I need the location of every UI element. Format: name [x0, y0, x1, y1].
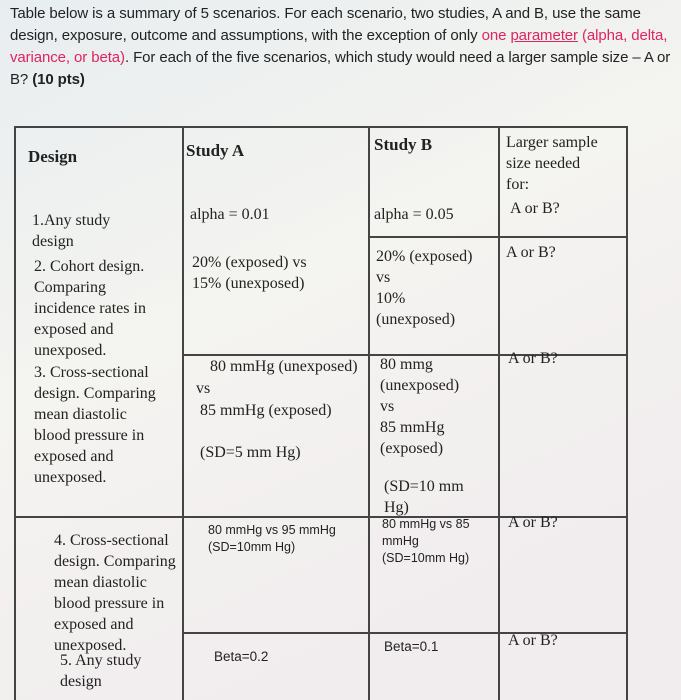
header-larger-answer: A or B?	[510, 200, 560, 217]
column-divider-2	[368, 126, 370, 700]
row4-study-a: 80 mmHg vs 95 mmHg (SD=10mm Hg)	[208, 523, 336, 554]
row3-study-b-sd: (SD=10 mm Hg)	[384, 478, 464, 516]
row2-study-b: 20% (exposed) vs 10% (unexposed)	[376, 248, 473, 328]
row3-study-a-line1: 80 mmHg (unexposed)	[210, 358, 358, 375]
parameter-list: (alpha, delta, variance, or beta)	[10, 27, 668, 66]
row-divider-4	[182, 632, 628, 634]
row3-study-b: 80 mmg (unexposed) vs 85 mmHg (exposed)	[380, 356, 460, 457]
table-border-top	[14, 126, 628, 128]
row5-design: 5. Any study design	[60, 652, 142, 690]
emphasis-one: one	[481, 27, 507, 44]
row4-study-b: 80 mmHg vs 85 mmHg (SD=10mm Hg)	[382, 517, 470, 565]
row2-study-a: 20% (exposed) vs 15% (unexposed)	[192, 254, 307, 292]
parameter-link: parameter	[510, 27, 578, 44]
table-border-right	[626, 126, 628, 700]
header-study-b: Study B	[374, 135, 433, 154]
row4-design: 4. Cross-sectional design. Comparing mean diastolic blood pressure in exposed and unexposed.	[54, 532, 176, 654]
points-label: (10 pts)	[32, 71, 85, 88]
row1-design: 1.Any study design	[32, 212, 111, 250]
row3-design: 3. Cross-sectional design. Comparing mean diastolic blood pressure in exposed and unexposed.	[34, 364, 156, 486]
column-divider-3	[498, 126, 500, 700]
instructions-paragraph	[10, 3, 678, 91]
row3-answer: A or B?	[508, 350, 558, 367]
row2-answer: A or B?	[506, 244, 556, 261]
header-design: Design	[28, 147, 78, 166]
row2-design: 2. Cohort design. Comparing incidence rates in exposed and unexposed.	[34, 258, 146, 359]
table-border-left	[14, 126, 16, 700]
row4-answer: A or B?	[508, 514, 558, 531]
row5-study-a: Beta=0.2	[214, 649, 269, 664]
row5-answer: A or B?	[508, 632, 558, 649]
instructions-question: . For each of the five scenarios, which study would need a larger sample size – A or B?	[10, 49, 671, 88]
row3-study-a-line3: 85 mmHg (exposed)	[200, 402, 332, 419]
row5-study-b: Beta=0.1	[384, 639, 439, 654]
row1-study-b: alpha = 0.05	[374, 206, 454, 223]
header-study-a: Study A	[186, 141, 245, 160]
row-divider-1	[368, 236, 628, 238]
row1-study-a: alpha = 0.01	[190, 206, 270, 223]
row3-study-a-line2: vs	[196, 380, 211, 397]
row3-study-a-sd: (SD=5 mm Hg)	[200, 444, 301, 461]
scenario-table	[14, 126, 628, 700]
header-larger-sample: Larger sample size needed for:	[506, 134, 598, 193]
column-divider-1	[182, 126, 184, 700]
instructions-text: Table below is a summary of 5 scenarios. For each scenario, two studies, A and B, use the same design, exposure, outcome and assumptions, with the exception of only	[10, 5, 641, 44]
